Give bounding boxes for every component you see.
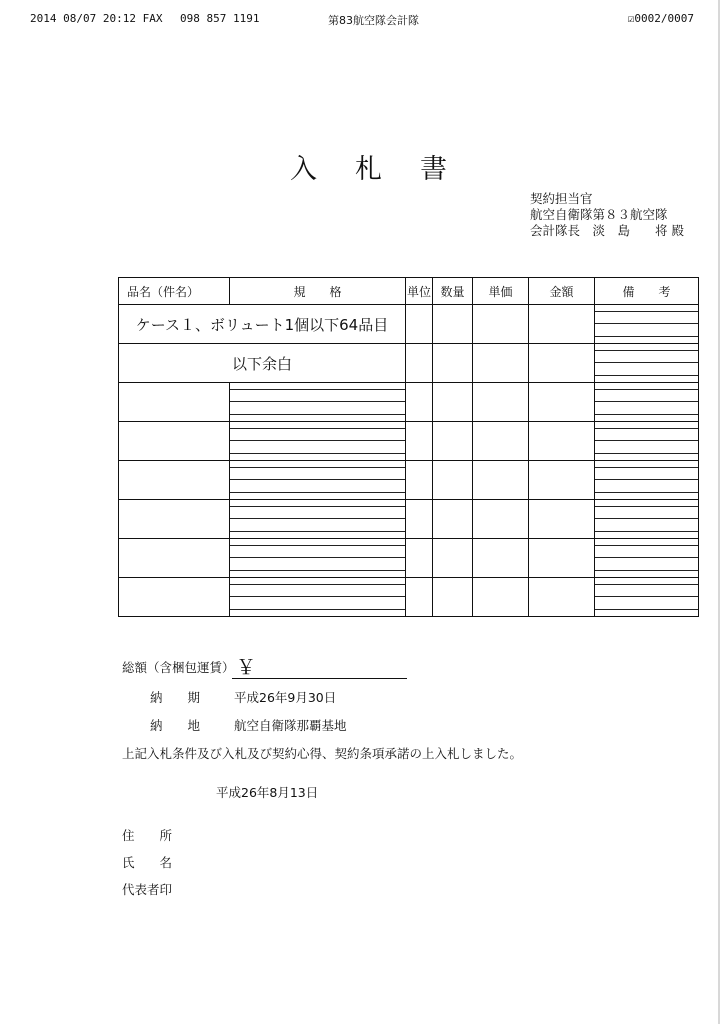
addressee-line-2: 航空自衛隊第８３航空隊 xyxy=(530,207,668,222)
bid-date: 平成26年8月13日 xyxy=(216,785,319,800)
representative-seal-label: 代表者印 xyxy=(122,882,173,897)
table-header-row xyxy=(119,278,699,305)
remaining-blank-note: 以下余白 xyxy=(119,344,406,383)
table-row xyxy=(119,500,699,539)
fax-page: ☑0002/0007 xyxy=(627,12,694,25)
delivery-place-label: 納 地 xyxy=(150,718,201,733)
fax-number: 098 857 1191 xyxy=(180,12,260,25)
address-label: 住 所 xyxy=(122,828,173,843)
addressee-line-1: 契約担当官 xyxy=(530,191,593,206)
declaration-statement: 上記入札条件及び入札及び契約心得、契約条項承諾の上入札しました。 xyxy=(122,746,523,761)
name-label: 氏 名 xyxy=(122,855,173,870)
item-description: ケース１、ボリュート1個以下64品目 xyxy=(119,305,406,344)
fax-sender: 第83航空隊会計隊 xyxy=(328,14,419,27)
delivery-date: 平成26年9月30日 xyxy=(234,690,337,705)
bid-table xyxy=(118,277,699,617)
total-amount-line xyxy=(232,664,407,679)
addressee-block xyxy=(530,191,684,239)
table-row xyxy=(119,305,699,344)
table-row xyxy=(119,539,699,578)
col-header-spec: 規 格 xyxy=(230,278,406,305)
total-label: 総額（含梱包運賃） xyxy=(122,660,235,675)
table-row xyxy=(119,578,699,617)
col-header-name: 品名（件名） xyxy=(119,278,230,305)
fax-header xyxy=(30,12,694,26)
table-row xyxy=(119,383,699,422)
col-header-remarks: 備 考 xyxy=(595,278,699,305)
scan-edge xyxy=(718,0,720,1024)
yen-symbol: ￥ xyxy=(236,655,256,679)
delivery-date-label: 納 期 xyxy=(150,690,201,705)
table-row xyxy=(119,461,699,500)
col-header-quantity: 数量 xyxy=(433,278,473,305)
col-header-unit: 単位 xyxy=(406,278,433,305)
col-header-amount: 金額 xyxy=(529,278,595,305)
table-row xyxy=(119,344,699,383)
table-row xyxy=(119,422,699,461)
fax-datetime: 2014 08/07 20:12 FAX xyxy=(30,12,163,25)
delivery-place: 航空自衛隊那覇基地 xyxy=(234,718,347,733)
col-header-unit-price: 単価 xyxy=(473,278,529,305)
document-title: 入札書 xyxy=(290,154,485,185)
addressee-line-3: 会計隊長 淡 島 将 殿 xyxy=(530,223,684,238)
